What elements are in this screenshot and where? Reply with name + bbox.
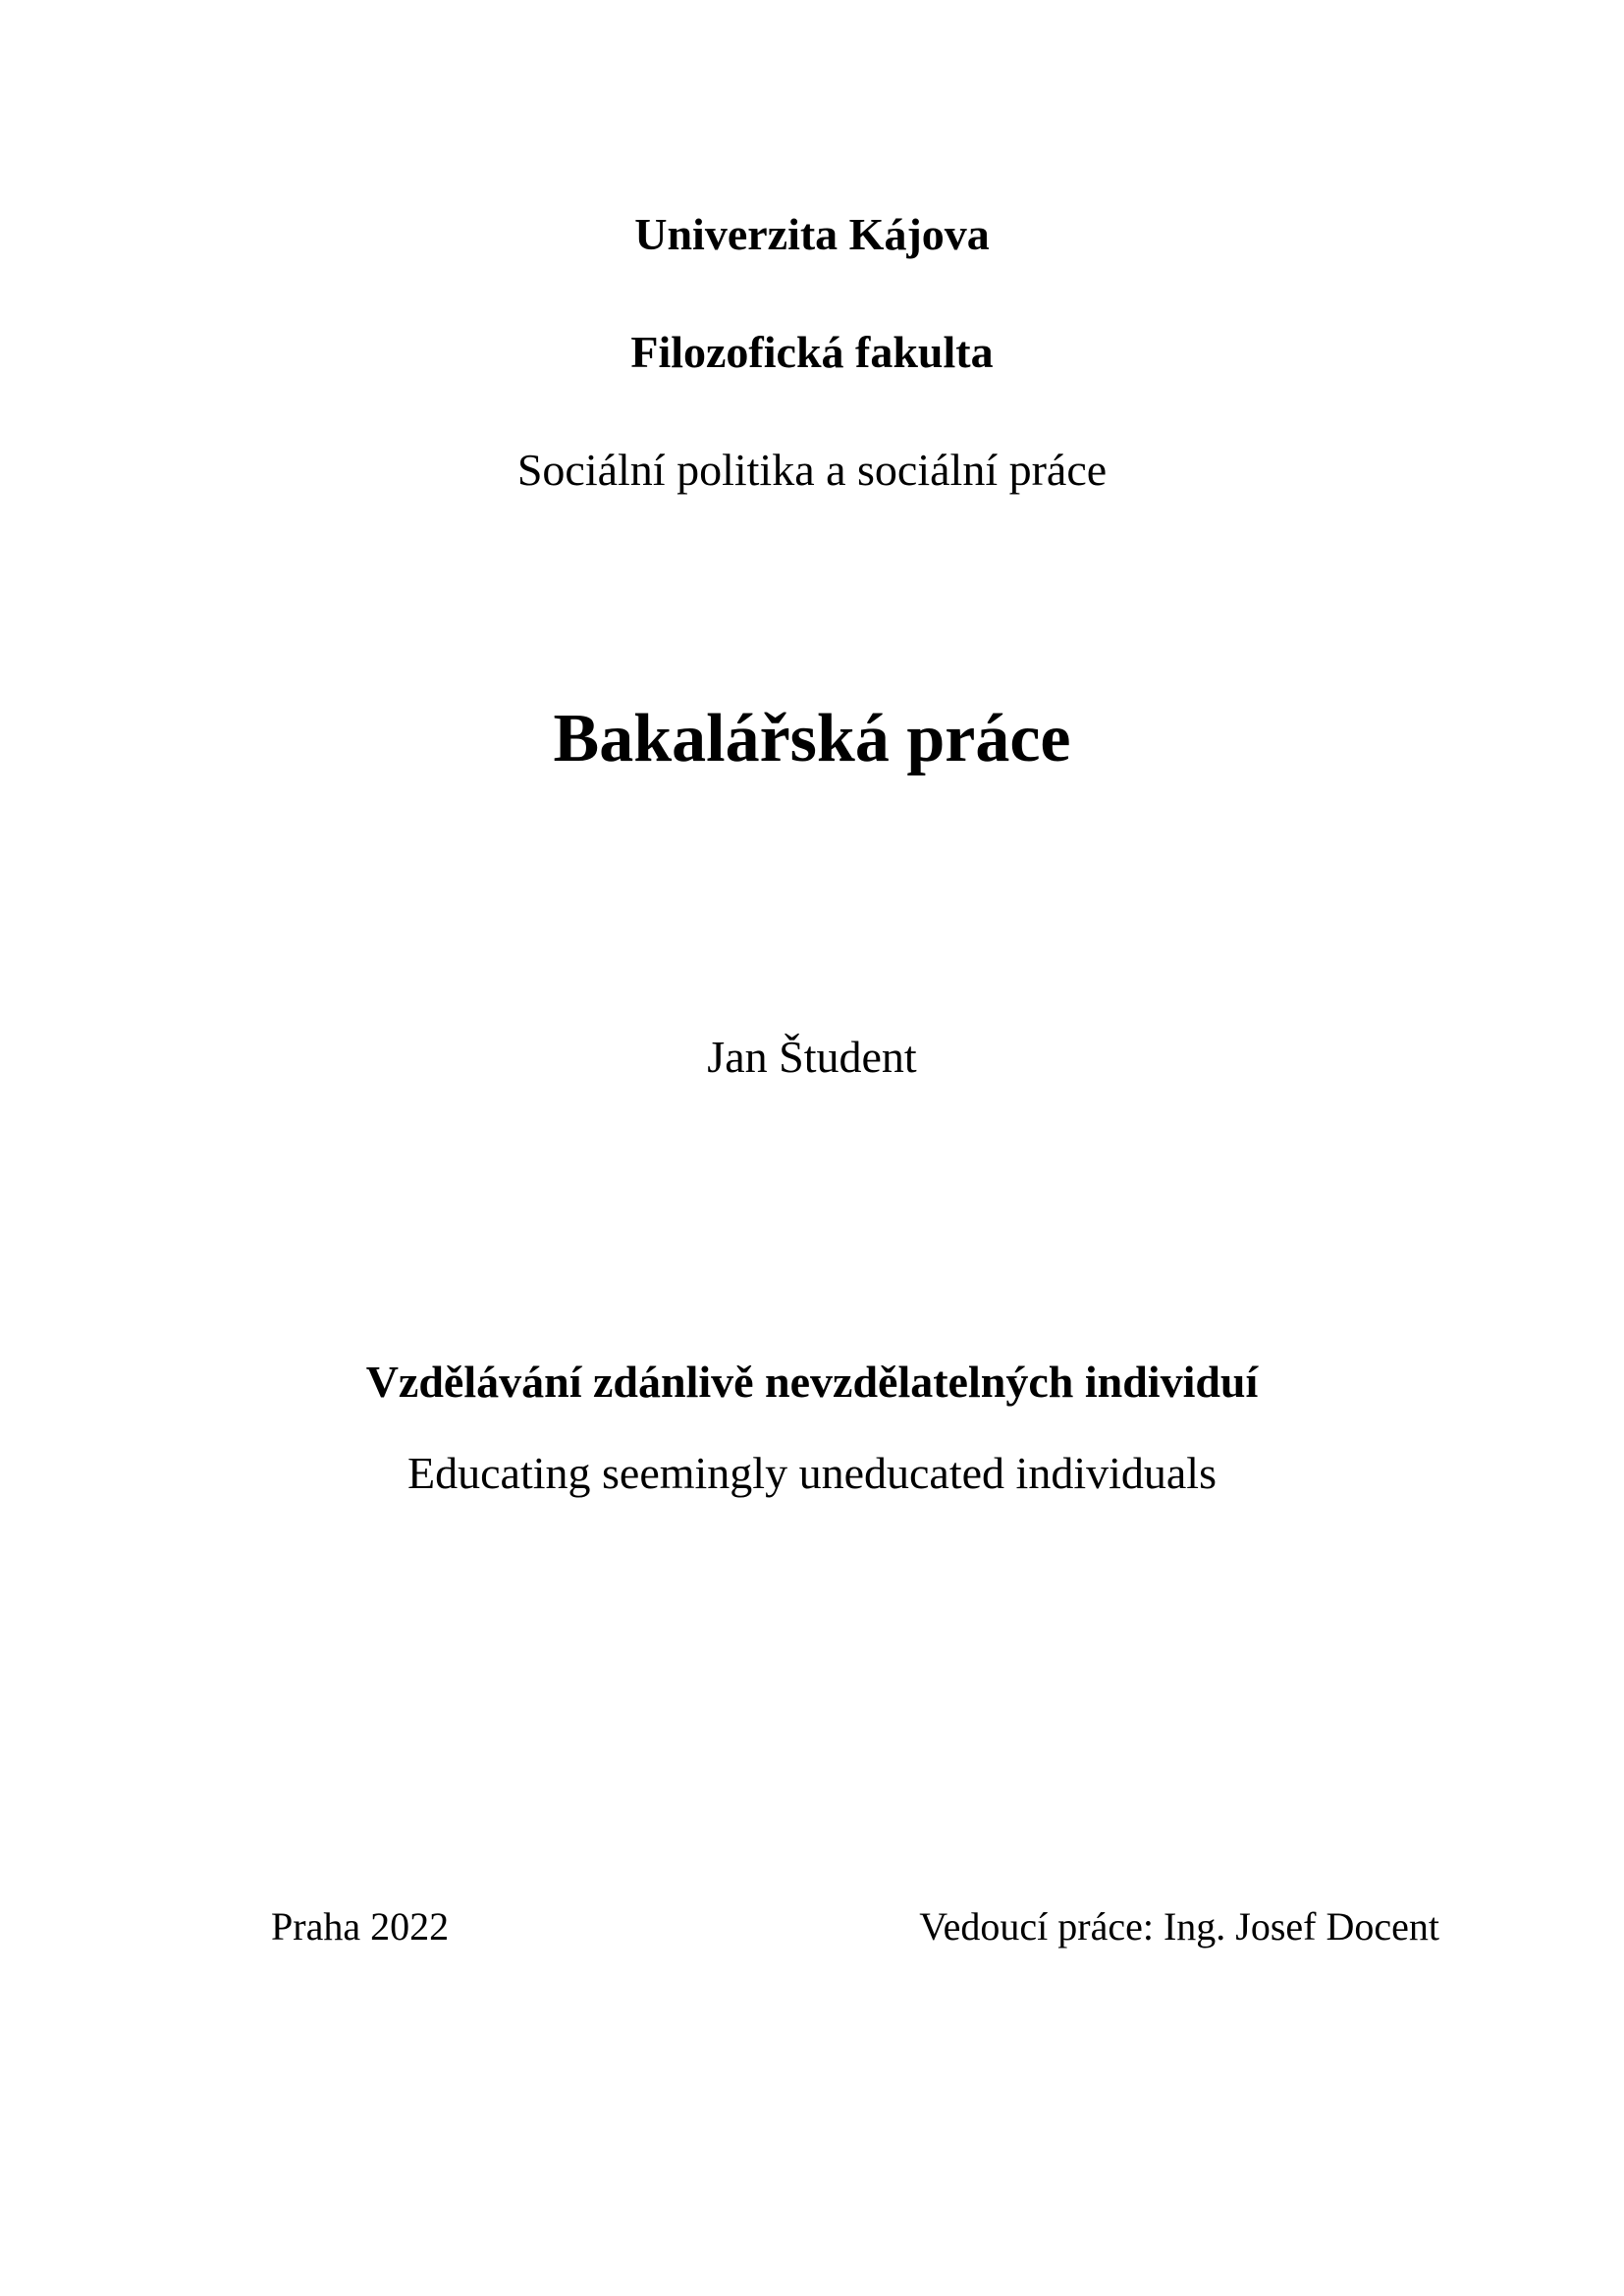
faculty-name: Filozofická fakulta — [630, 327, 994, 377]
place-and-year: Praha 2022 — [271, 1904, 450, 1949]
thesis-title-english: Educating seemingly uneducated individuals — [407, 1448, 1217, 1498]
study-program: Sociální politika a sociální práce — [516, 445, 1108, 495]
university-name: Univerzita Kájova — [634, 209, 990, 259]
thesis-title-czech: Vzdělávání zdánlivě nevzdělatelných individuí — [365, 1357, 1259, 1407]
thesis-type: Bakalářská práce — [553, 701, 1071, 776]
author-name: Jan Študent — [707, 1032, 917, 1082]
supervisor: Vedoucí práce: Ing. Josef Docent — [919, 1904, 1439, 1949]
